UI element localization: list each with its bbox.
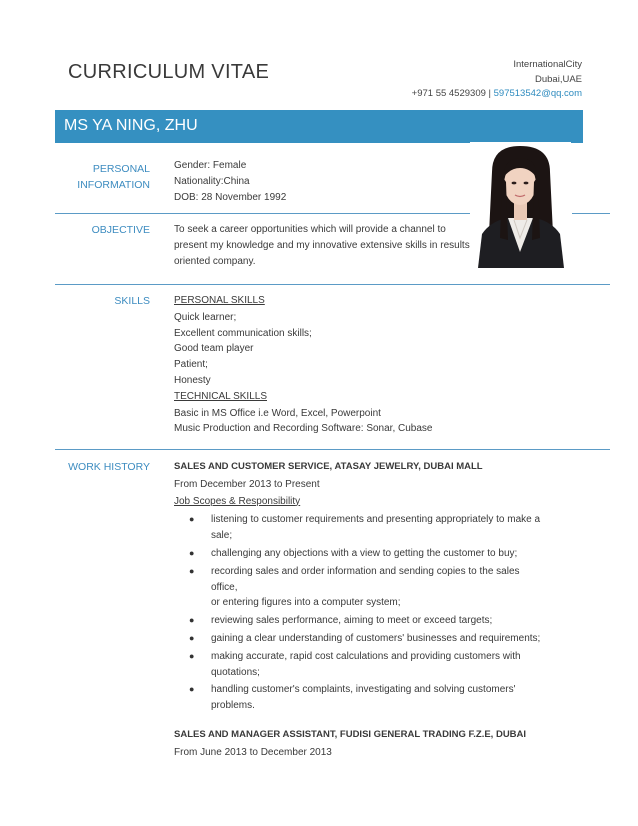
objective-text	[174, 222, 474, 269]
personal-label-line-2: INFORMATION	[77, 179, 150, 191]
skill-item: Music Production and Recording Software: Sonar, Cubase	[174, 423, 433, 435]
bullet-icon: ●	[189, 547, 195, 558]
responsibility-line: challenging any objections with a view to getting the customer to buy;	[211, 547, 518, 559]
job-period: From June 2013 to December 2013	[174, 746, 332, 758]
contact-block	[412, 58, 582, 102]
work-history-details	[174, 459, 546, 761]
bullet-icon: ●	[189, 632, 195, 643]
divider	[55, 284, 610, 285]
personal-info-label	[56, 161, 150, 193]
responsibility-item	[174, 613, 546, 629]
technical-skills-heading: TECHNICAL SKILLS	[174, 390, 267, 402]
responsibility-item	[174, 649, 546, 681]
job-title: SALES AND CUSTOMER SERVICE, ATASAY JEWELRY, DUBAI MALL	[174, 461, 483, 472]
job-title: SALES AND MANAGER ASSISTANT, FUDISI GENERAL TRADING F.Z.E, DUBAI	[174, 728, 527, 740]
skills-label: SKILLS	[114, 295, 150, 307]
responsibility-line: making accurate, rapid cost calculations and providing customers with	[211, 650, 521, 662]
responsibility-item	[174, 512, 546, 544]
responsibility-line: problems.	[211, 700, 255, 712]
objective-line: oriented company.	[174, 255, 256, 267]
responsibility-line: listening to customer requirements and presenting appropriately to make a	[211, 514, 541, 526]
job-period: From December 2013 to Present	[174, 478, 320, 490]
bullet-icon: ●	[189, 615, 195, 626]
objective-line: present my knowledge and my innovative extensive skills in results	[174, 239, 470, 251]
responsibility-line: recording sales and order information and sending copies to the sales office,	[211, 565, 520, 593]
objective-label: OBJECTIVE	[91, 224, 150, 236]
responsibility-line: gaining a clear understanding of customers' businesses and requirements;	[211, 632, 541, 644]
phone-number: +971 55 4529309	[411, 88, 486, 99]
responsibility-line: or entering figures into a computer system;	[211, 597, 401, 609]
divider	[572, 213, 610, 214]
skill-item: Honesty	[174, 374, 211, 386]
responsibility-item	[174, 564, 546, 611]
phone-email-line	[412, 87, 582, 102]
skill-item: Basic in MS Office i.e Word, Excel, Powerpoint	[174, 407, 381, 419]
personal-info-details	[174, 158, 286, 205]
skill-item: Patient;	[174, 359, 208, 371]
nationality-text: Nationality:China	[174, 175, 250, 187]
skill-item: Quick learner;	[174, 311, 237, 323]
address-line-2: Dubai,UAE	[535, 73, 582, 85]
address-line-1: InternationalCity	[513, 59, 582, 70]
work-history-label: WORK HISTORY	[68, 461, 150, 473]
responsibility-line: handling customer's complaints, investigating and solving customers'	[211, 684, 516, 696]
profile-photo	[470, 142, 571, 268]
divider	[55, 449, 610, 450]
bullet-icon: ●	[189, 684, 195, 695]
responsibility-item	[174, 631, 546, 647]
personal-label-line-1: PERSONAL	[92, 163, 150, 175]
divider	[55, 213, 470, 214]
objective-line: To seek a career opportunities which will provide a channel to	[174, 224, 446, 235]
candidate-name: MS YA NING, ZHU	[64, 117, 198, 134]
portrait-illustration	[470, 142, 571, 268]
personal-skills-heading: PERSONAL SKILLS	[174, 295, 265, 306]
responsibility-line: reviewing sales performance, aiming to meet or exceed targets;	[211, 615, 493, 627]
responsibility-item	[174, 682, 546, 714]
separator: |	[488, 88, 491, 99]
responsibility-list	[174, 512, 546, 714]
bullet-icon: ●	[189, 565, 195, 576]
document-title: CURRICULUM VITAE	[68, 61, 270, 83]
responsibility-item	[174, 546, 546, 562]
job-scope-heading: Job Scopes & Responsibility	[174, 495, 301, 507]
responsibility-line: quotations;	[211, 666, 260, 678]
skill-item: Excellent communication skills;	[174, 327, 312, 339]
email-link[interactable]: 597513542@qq.com	[493, 88, 582, 99]
bullet-icon: ●	[189, 650, 195, 661]
bullet-icon: ●	[189, 514, 195, 525]
dob-text: DOB: 28 November 1992	[174, 191, 287, 203]
gender-text: Gender: Female	[174, 160, 247, 171]
skills-details	[174, 293, 432, 437]
responsibility-line: sale;	[211, 530, 233, 542]
skill-item: Good team player	[174, 343, 254, 355]
